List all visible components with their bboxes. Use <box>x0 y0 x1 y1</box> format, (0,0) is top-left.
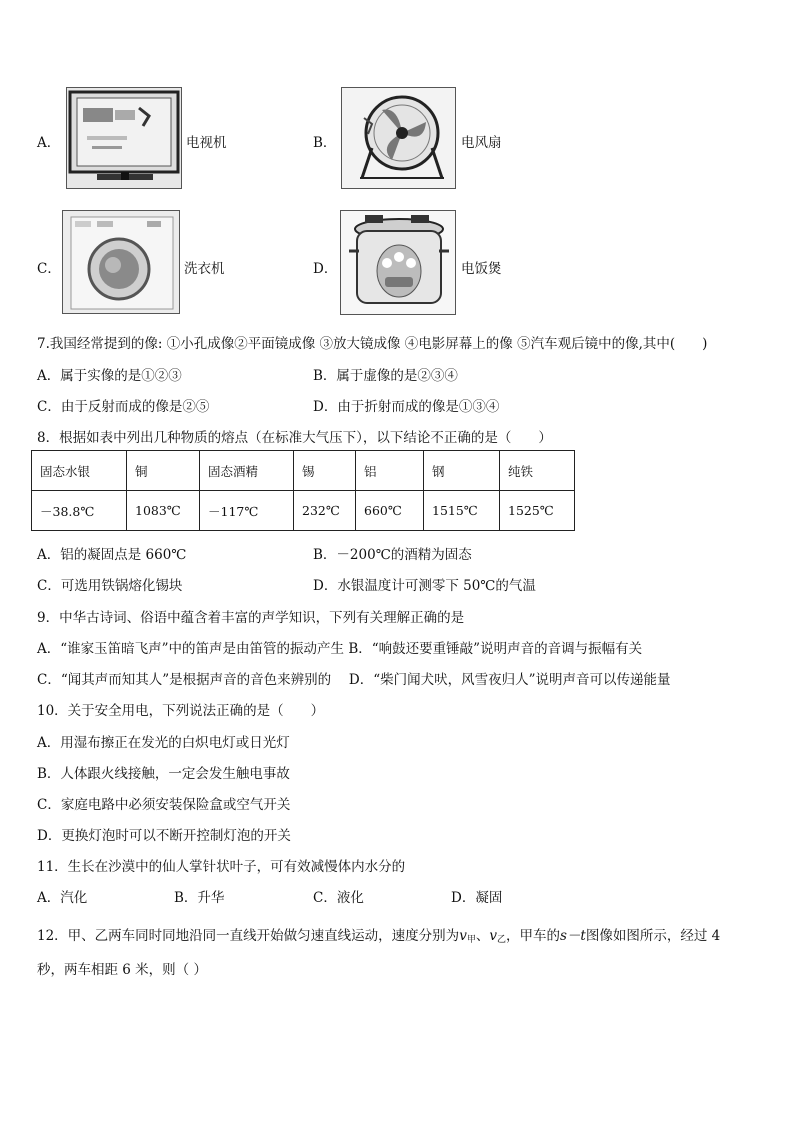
q7-option-b: B．属于虚像的是②③④ <box>313 368 458 384</box>
q8-option-b: B．－200℃的酒精为固态 <box>313 547 472 563</box>
table-cell: 固态酒精 <box>200 451 294 491</box>
option-letter: C． <box>37 261 61 277</box>
television-icon <box>66 87 182 189</box>
q7-option-a: A．属于实像的是①②③ <box>37 368 182 384</box>
table-cell: 1525℃ <box>500 491 575 531</box>
q11-stem: 11．生长在沙漠中的仙人掌针状叶子，可有效减慢体内水分的 <box>37 859 406 875</box>
q7-option-d: D．由于折射而成的像是①③④ <box>313 399 500 415</box>
q8-option-a: A．铝的凝固点是 660℃ <box>37 547 187 563</box>
q7-option-c: C．由于反射而成的像是②⑤ <box>37 399 210 415</box>
table-cell: 232℃ <box>294 491 356 531</box>
table-cell: 铝 <box>356 451 424 491</box>
option-label: 电风扇 <box>461 135 502 151</box>
q12-text-part2: ，甲车的 <box>506 928 560 944</box>
q12-text-part3: 图像如图所示，经过 4 <box>585 928 721 944</box>
melting-point-table <box>31 450 575 531</box>
q11-option-b: B．升华 <box>174 890 225 906</box>
q10-option-c: C．家庭电路中必须安装保险盒或空气开关 <box>37 797 291 813</box>
q12-text-part1: 12．甲、乙两车同时同地沿同一直线开始做匀速直线运动，速度分别为 <box>37 928 460 944</box>
q11-option-c: C．液化 <box>313 890 364 906</box>
option-label: 洗衣机 <box>184 261 225 277</box>
separator: 、 <box>475 928 490 944</box>
q10-option-a: A．用湿布擦正在发光的白炽电灯或日光灯 <box>37 735 290 751</box>
q8-option-d: D．水银温度计可测零下 50℃的气温 <box>313 578 536 594</box>
table-cell: 660℃ <box>356 491 424 531</box>
q12-stem-line1 <box>37 924 720 945</box>
q12-stem-line2: 秒，两车相距 6 米，则（ ） <box>37 962 207 978</box>
table-cell: －117℃ <box>200 491 294 531</box>
washing-machine-icon <box>62 210 180 314</box>
st-graph-symbol: s－t <box>560 928 586 944</box>
table-cell: 铜 <box>127 451 200 491</box>
table-cell: 固态水银 <box>32 451 127 491</box>
table-cell: 1515℃ <box>424 491 500 531</box>
q10-option-b: B．人体跟火线接触，一定会发生触电事故 <box>37 766 290 782</box>
subscript-jia: 甲 <box>466 935 476 945</box>
subscript-yi: 乙 <box>496 935 506 945</box>
q10-option-d: D．更换灯泡时可以不断开控制灯泡的开关 <box>37 828 291 844</box>
velocity-symbol: v <box>489 928 497 944</box>
table-cell: 1083℃ <box>127 491 200 531</box>
q8-option-c: C．可选用铁锅熔化锡块 <box>37 578 183 594</box>
q9-options-ab: A．“谁家玉笛暗飞声”中的笛声是由笛管的振动产生 B．“响鼓还要重锤敲”说明声音的音调与振幅有关 <box>37 641 643 657</box>
option-letter: D． <box>313 261 338 277</box>
table-cell: －38.8℃ <box>32 491 127 531</box>
table-cell: 纯铁 <box>500 451 575 491</box>
q9-stem: 9．中华古诗词、俗语中蕴含着丰富的声学知识，下列有关理解正确的是 <box>37 610 465 626</box>
option-label: 电饭煲 <box>461 261 502 277</box>
table-cell: 钢 <box>424 451 500 491</box>
electric-fan-icon <box>341 87 456 189</box>
q8-stem: 8．根据如表中列出几种物质的熔点（在标准大气压下），以下结论不正确的是（ ） <box>37 430 552 446</box>
velocity-symbol: v <box>459 928 467 944</box>
table-row <box>32 491 575 531</box>
q10-stem: 10．关于安全用电，下列说法正确的是（ ） <box>37 703 325 719</box>
rice-cooker-icon <box>340 210 456 315</box>
q7-stem: 7.我国经常提到的像: ①小孔成像②平面镜成像 ③放大镜成像 ④电影屏幕上的像 ⑤汽车观后镜中的像,其中( ) <box>37 336 708 352</box>
table-row <box>32 451 575 491</box>
option-letter: A． <box>37 135 61 151</box>
q9-options-cd: C．“闻其声而知其人”是根据声音的音色来辨别的 D．“柴门闻犬吠，风雪夜归人”说明声音可以传递能量 <box>37 672 671 688</box>
q11-option-a: A．汽化 <box>37 890 88 906</box>
option-label: 电视机 <box>186 135 227 151</box>
option-letter: B． <box>313 135 337 151</box>
q11-option-d: D．凝固 <box>451 890 503 906</box>
table-cell: 锡 <box>294 451 356 491</box>
